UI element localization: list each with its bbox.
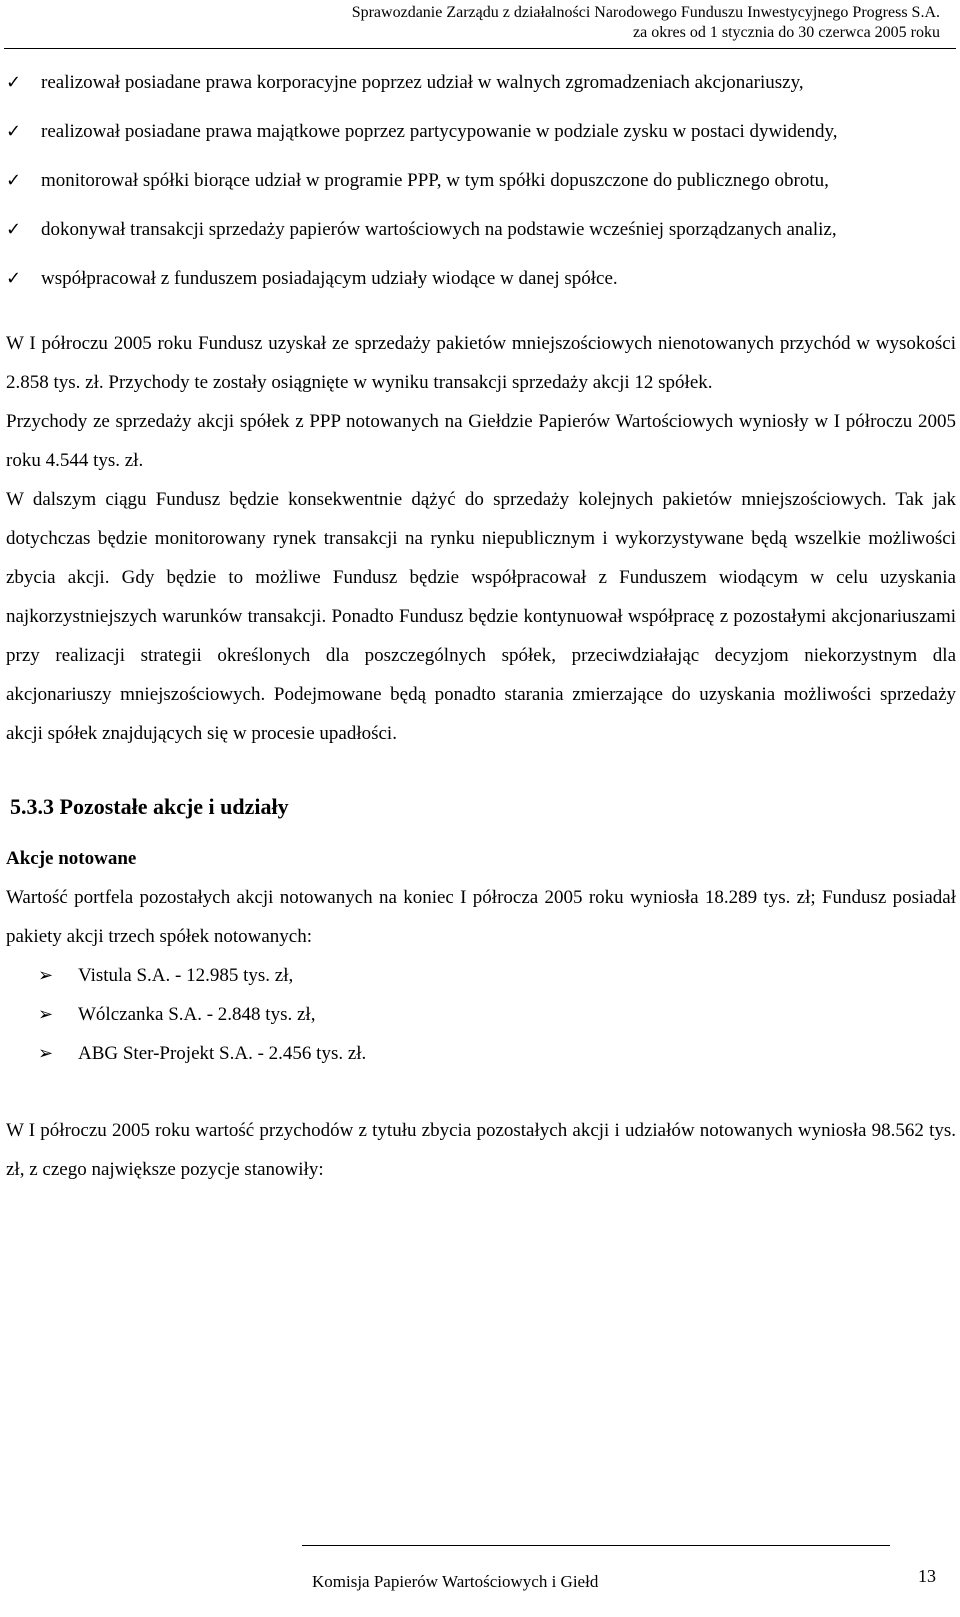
checkmark-list-item [6, 112, 956, 151]
checkmark-item-text: monitorował spółki biorące udział w programie PPP, w tym spółki dopuszczone do publicznego obrotu, [41, 170, 829, 191]
section-title: Pozostałe akcje i udziały [59, 794, 289, 819]
checkmark-icon: ✓ [6, 170, 22, 191]
checkmark-list-item [6, 210, 956, 249]
checkmark-icon: ✓ [6, 72, 22, 93]
checkmark-list-item [6, 63, 956, 102]
arrow-item-text: Wólczanka S.A. - 2.848 tys. zł, [78, 1004, 316, 1025]
checkmark-icon: ✓ [6, 219, 22, 240]
body-content [6, 63, 956, 1189]
header-line-1: Sprawozdanie Zarządu z działalności Narodowego Funduszu Inwestycyjnego Progress S.A. [351, 4, 940, 21]
checkmark-item-text: realizował posiadane prawa majątkowe poprzez partycypowanie w podziale zysku w postaci dywidendy, [41, 121, 838, 142]
paragraph-portfolio-value: Wartość portfela pozostałych akcji notowanych na koniec I półrocza 2005 roku wyniosła 18.289 tys. zł; Fundusz posiadał pakiety akcji trzech spółek notowanych: [6, 887, 956, 947]
checkmark-item-text: realizował posiadane prawa korporacyjne poprzez udział w walnych zgromadzeniach akcjonariuszy, [41, 72, 804, 93]
section-number: 5.3.3 [10, 794, 54, 819]
paragraph-ppp-revenue: Przychody ze sprzedaży akcji spółek z PPP notowanych na Giełdzie Papierów Wartościowych wyniosły w I półroczu 2005 roku 4.544 tys. zł. [6, 411, 956, 471]
arrow-list-item [6, 1034, 956, 1073]
checkmark-icon: ✓ [6, 121, 22, 142]
section-heading [10, 787, 956, 827]
header-rule [4, 48, 956, 49]
paragraph-disposal-revenue: W I półroczu 2005 roku wartość przychodów z tytułu zbycia pozostałych akcji i udziałów notowanych wyniosła 98.562 tys. zł, z czego największe pozycje stanowiły: [6, 1120, 956, 1180]
arrow-list-item [6, 956, 956, 995]
checkmark-list [6, 63, 956, 298]
footer-rule [302, 1545, 890, 1546]
paragraph-strategy: W dalszym ciągu Fundusz będzie konsekwentnie dążyć do sprzedaży kolejnych pakietów mniejszościowych. Tak jak dotychczas będzie monitorowany rynek transakcji na rynku niepublicznym i wykorzystywane będą wszelkie możliwości zbycia akcji. Gdy będzie to możliwe Fundusz będzie współpracował z Funduszem wiodącym w celu uzyskania najkorzystniejszych warunków transakcji. Ponadto Fundusz będzie kontynuował współpracę z pozostałymi akcjonariuszami przy realizacji strategii określonych dla poszczególnych spółek, przeciwdziałając decyzjom niekorzystnym dla akcjonariuszy mniejszościowych. Podejmowane będą ponadto starania zmierzające do uzyskania możliwości sprzedaży akcji spółek znajdujących się w procesie upadłości. [6, 489, 956, 744]
arrow-item-text: ABG Ster-Projekt S.A. - 2.456 tys. zł. [78, 1043, 367, 1064]
page-number: 13 [918, 1566, 936, 1586]
arrow-list [6, 956, 956, 1073]
arrow-item-text: Vistula S.A. - 12.985 tys. zł, [78, 965, 294, 986]
checkmark-icon: ✓ [6, 268, 22, 289]
checkmark-list-item [6, 259, 956, 298]
checkmark-list-item [6, 161, 956, 200]
arrow-bullet-icon: ➢ [38, 1004, 54, 1025]
checkmark-item-text: współpracował z funduszem posiadającym udziały wiodące w danej spółce. [41, 268, 618, 289]
header-line-2: za okres od 1 stycznia do 30 czerwca 2005 roku [633, 24, 940, 41]
arrow-list-item [6, 995, 956, 1034]
checkmark-item-text: dokonywał transakcji sprzedaży papierów wartościowych na podstawie wcześniej sporządzanych analiz, [41, 219, 837, 240]
arrow-bullet-icon: ➢ [38, 1043, 54, 1064]
subheading-listed-shares: Akcje notowane [6, 848, 137, 869]
footer-text: Komisja Papierów Wartościowych i Giełd [312, 1572, 599, 1591]
running-header [352, 3, 940, 43]
arrow-bullet-icon: ➢ [38, 965, 54, 986]
paragraph-sales-revenue: W I półroczu 2005 roku Fundusz uzyskał ze sprzedaży pakietów mniejszościowych nienotowanych przychód w wysokości 2.858 tys. zł. Przychody te zostały osiągnięte w wyniku transakcji sprzedaży akcji 12 spółek. [6, 333, 956, 393]
